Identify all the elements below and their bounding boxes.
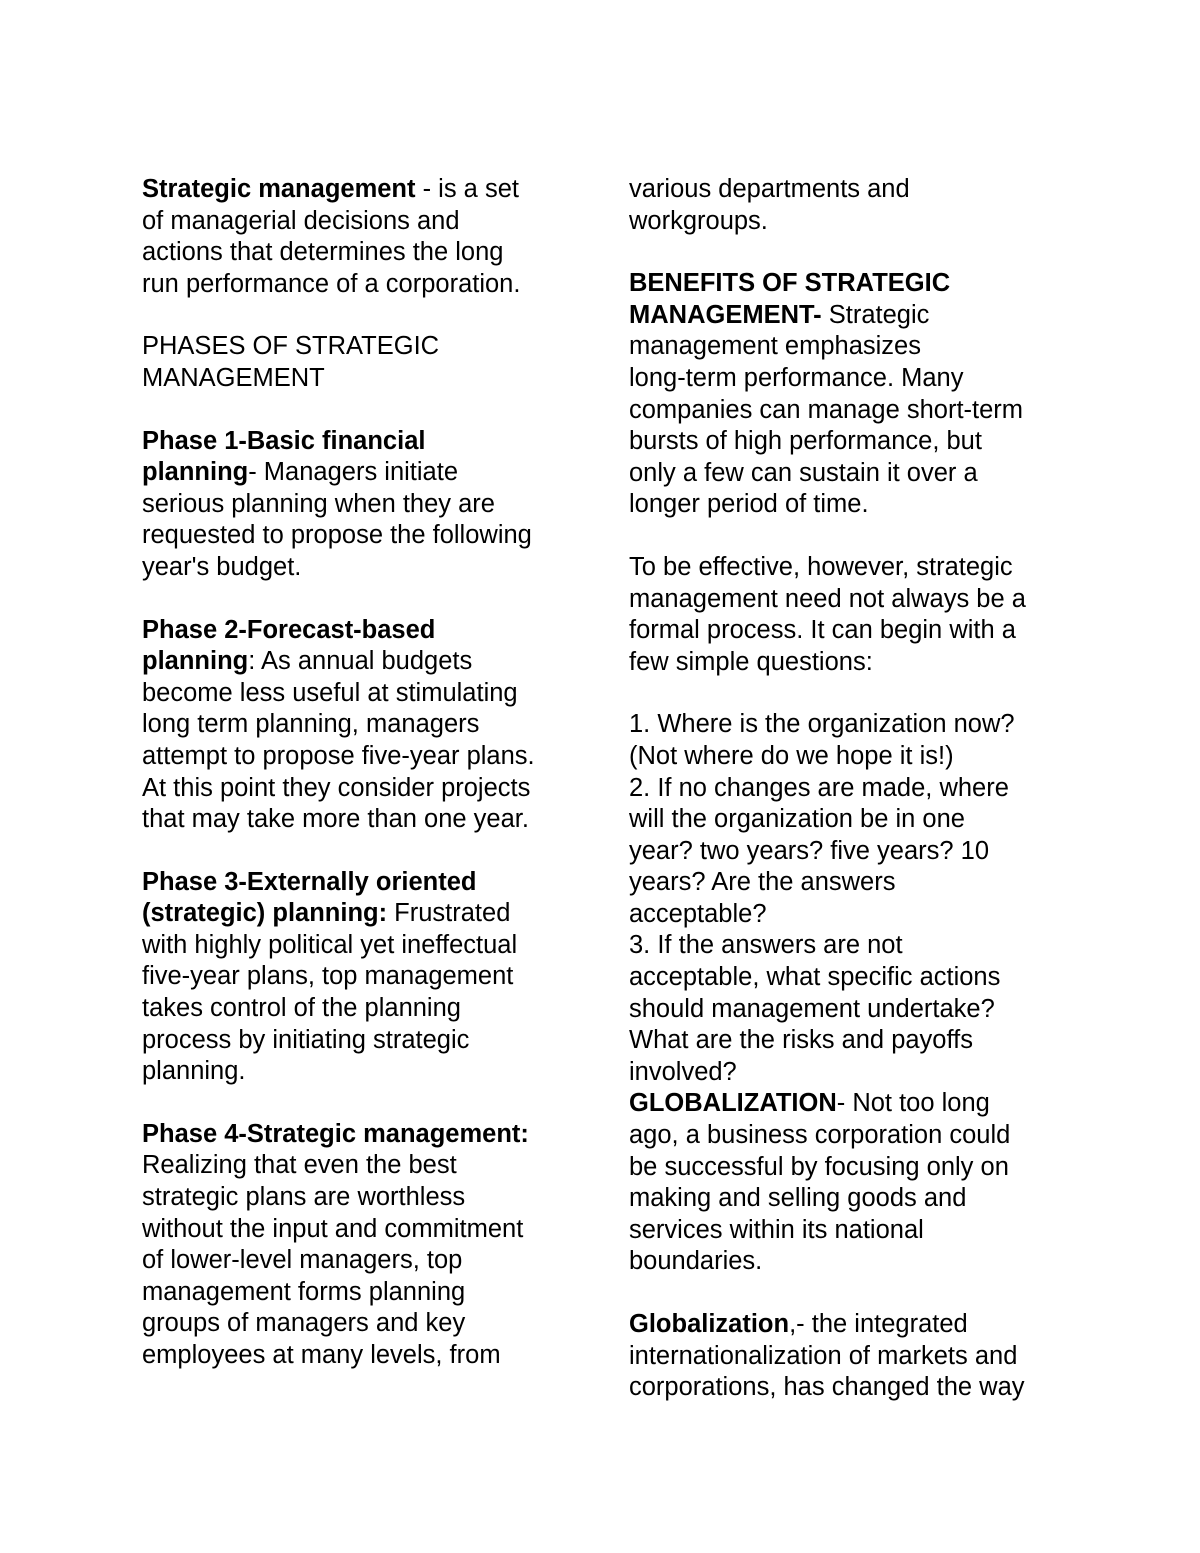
- blank-line: [629, 237, 1069, 268]
- body-text: of managerial decisions and: [142, 206, 460, 235]
- body-text: actions that determines the long: [142, 238, 504, 267]
- body-text: management forms planning: [142, 1277, 466, 1306]
- body-text: MANAGEMENT: [142, 363, 325, 392]
- body-text: involved?: [629, 1057, 737, 1086]
- body-text: be successful by focusing only on: [629, 1152, 1009, 1181]
- body-text: formal process. It can begin with a: [629, 616, 1016, 645]
- text-line: [142, 898, 582, 930]
- text-line: [142, 1308, 582, 1340]
- body-text: few simple questions:: [629, 647, 873, 676]
- body-text: : As annual budgets: [248, 647, 473, 676]
- text-line: [629, 930, 1069, 962]
- text-line: [629, 458, 1069, 490]
- text-line: [629, 552, 1069, 584]
- body-text: of lower-level managers, top: [142, 1246, 463, 1275]
- text-line: [629, 804, 1069, 836]
- text-line: [142, 709, 582, 741]
- bold-text: planning: [142, 647, 249, 676]
- body-text: ,- the integrated: [789, 1310, 968, 1338]
- text-line: [629, 300, 1069, 332]
- body-text: will the organization be in one: [629, 805, 965, 834]
- text-line: [629, 426, 1069, 458]
- text-line: [142, 426, 582, 458]
- body-text: only a few can sustain it over a: [629, 458, 978, 487]
- body-text: long-term performance. Many: [629, 363, 964, 392]
- text-line: [142, 520, 582, 552]
- text-line: [142, 741, 582, 773]
- text-line: [629, 1215, 1069, 1247]
- text-line: [142, 489, 582, 521]
- body-text: requested to propose the following: [142, 521, 532, 550]
- text-line: [142, 269, 582, 301]
- text-line: [142, 961, 582, 993]
- body-text: should management undertake?: [629, 994, 995, 1023]
- bold-text: Phase 2-Forecast-based: [142, 615, 436, 644]
- text-line: [629, 994, 1069, 1026]
- text-line: [142, 1056, 582, 1088]
- body-text: acceptable, what specific actions: [629, 963, 1001, 992]
- text-line: [142, 1277, 582, 1309]
- text-line: [142, 930, 582, 962]
- body-text: serious planning when they are: [142, 489, 495, 518]
- text-line: [629, 962, 1069, 994]
- body-text: companies can manage short-term: [629, 395, 1024, 424]
- text-line: [142, 993, 582, 1025]
- body-text: At this point they consider projects: [142, 773, 531, 802]
- body-text: strategic plans are worthless: [142, 1183, 466, 1212]
- text-line: [629, 489, 1069, 521]
- body-text: management need not always be a: [629, 584, 1026, 613]
- body-text: - Not too long: [836, 1089, 990, 1118]
- text-line: [629, 773, 1069, 805]
- blank-line: [142, 300, 582, 331]
- text-line: [142, 1025, 582, 1057]
- text-line: [629, 331, 1069, 363]
- bold-text: MANAGEMENT-: [629, 300, 822, 329]
- text-line: [142, 1214, 582, 1246]
- text-line: [629, 647, 1069, 679]
- bold-text: Globalization: [629, 1310, 790, 1338]
- body-text: PHASES OF STRATEGIC: [142, 332, 440, 361]
- blank-line: [142, 836, 582, 867]
- text-line: [142, 867, 582, 899]
- text-line: [629, 1120, 1069, 1152]
- text-line: [142, 678, 582, 710]
- text-line: [142, 1340, 582, 1372]
- text-line: [142, 457, 582, 489]
- text-line: [142, 206, 582, 238]
- text-line: [629, 836, 1069, 868]
- text-line: [629, 395, 1069, 427]
- body-text: years? Are the answers: [629, 868, 896, 897]
- body-text: ago, a business corporation could: [629, 1121, 1011, 1150]
- text-line: [142, 331, 582, 363]
- text-line: [142, 363, 582, 395]
- body-text: year's budget.: [142, 552, 302, 581]
- bold-text: Phase 1-Basic financial: [142, 426, 426, 455]
- body-text: making and selling goods and: [629, 1184, 967, 1213]
- text-line: [629, 363, 1069, 395]
- bold-text: Phase 3-Externally oriented: [142, 867, 477, 896]
- text-line: [629, 1246, 1069, 1278]
- body-text: (Not where do we hope it is!): [629, 741, 954, 770]
- text-line: [629, 1309, 1069, 1341]
- text-line: [142, 615, 582, 647]
- body-text: What are the risks and payoffs: [629, 1026, 973, 1055]
- body-text: become less useful at stimulating: [142, 678, 518, 707]
- text-line: [629, 709, 1069, 741]
- body-text: - is a set: [415, 175, 519, 203]
- text-line: [629, 268, 1069, 300]
- body-text: takes control of the planning: [142, 994, 461, 1023]
- body-text: year? two years? five years? 10: [629, 836, 990, 865]
- bold-text: planning: [142, 458, 249, 487]
- body-text: Frustrated: [387, 899, 511, 928]
- text-line: [142, 1150, 582, 1182]
- text-line: [629, 1341, 1069, 1373]
- text-line: [629, 615, 1069, 647]
- body-text: attempt to propose five-year plans.: [142, 741, 535, 770]
- body-text: bursts of high performance, but: [629, 427, 982, 456]
- left-text-column: [142, 174, 582, 1372]
- text-line: [629, 1025, 1069, 1057]
- bold-text: Phase 4-Strategic management:: [142, 1119, 529, 1148]
- body-text: with highly political yet ineffectual: [142, 930, 518, 959]
- body-text: Strategic: [821, 300, 930, 329]
- body-text: corporations, has changed the way: [629, 1373, 1025, 1402]
- body-text: boundaries.: [629, 1247, 763, 1276]
- text-line: [142, 174, 582, 206]
- right-text-column: [629, 174, 1069, 1404]
- blank-line: [629, 1278, 1069, 1309]
- text-line: [629, 867, 1069, 899]
- text-line: [142, 552, 582, 584]
- text-line: [629, 1088, 1069, 1120]
- text-line: [629, 741, 1069, 773]
- body-text: process by initiating strategic: [142, 1025, 470, 1054]
- body-text: Realizing that even the best: [142, 1151, 457, 1180]
- body-text: internationalization of markets and: [629, 1341, 1018, 1370]
- body-text: that may take more than one year.: [142, 805, 529, 834]
- body-text: five-year plans, top management: [142, 962, 514, 991]
- text-line: [142, 773, 582, 805]
- body-text: 3. If the answers are not: [629, 931, 903, 960]
- text-line: [629, 1152, 1069, 1184]
- body-text: without the input and commitment: [142, 1214, 524, 1243]
- blank-line: [142, 395, 582, 426]
- text-line: [142, 237, 582, 269]
- bold-text: GLOBALIZATION: [629, 1089, 837, 1118]
- text-line: [142, 1182, 582, 1214]
- text-line: [629, 174, 1069, 206]
- text-line: [629, 899, 1069, 931]
- text-line: [629, 206, 1069, 238]
- body-text: longer period of time.: [629, 490, 869, 519]
- text-line: [629, 1372, 1069, 1404]
- body-text: planning.: [142, 1057, 246, 1086]
- body-text: long term planning, managers: [142, 710, 480, 739]
- text-line: [142, 1245, 582, 1277]
- text-line: [142, 1119, 582, 1151]
- body-text: employees at many levels, from: [142, 1341, 501, 1369]
- body-text: 1. Where is the organization now?: [629, 710, 1015, 739]
- body-text: workgroups.: [629, 206, 768, 235]
- body-text: To be effective, however, strategic: [629, 552, 1013, 581]
- text-line: [629, 584, 1069, 616]
- blank-line: [629, 678, 1069, 709]
- body-text: acceptable?: [629, 899, 767, 928]
- blank-line: [142, 584, 582, 615]
- blank-line: [142, 1088, 582, 1119]
- body-text: groups of managers and key: [142, 1309, 466, 1338]
- text-line: [142, 646, 582, 678]
- bold-text: BENEFITS OF STRATEGIC: [629, 269, 951, 298]
- body-text: management emphasizes: [629, 332, 921, 361]
- body-text: services within its national: [629, 1215, 924, 1244]
- body-text: various departments and: [629, 175, 910, 203]
- body-text: 2. If no changes are made, where: [629, 773, 1009, 802]
- blank-line: [629, 521, 1069, 552]
- bold-text: Strategic management: [142, 175, 416, 203]
- body-text: - Managers initiate: [248, 458, 458, 487]
- text-line: [142, 804, 582, 836]
- bold-text: (strategic) planning:: [142, 899, 388, 928]
- text-line: [629, 1057, 1069, 1089]
- body-text: run performance of a corporation.: [142, 269, 521, 298]
- text-line: [629, 1183, 1069, 1215]
